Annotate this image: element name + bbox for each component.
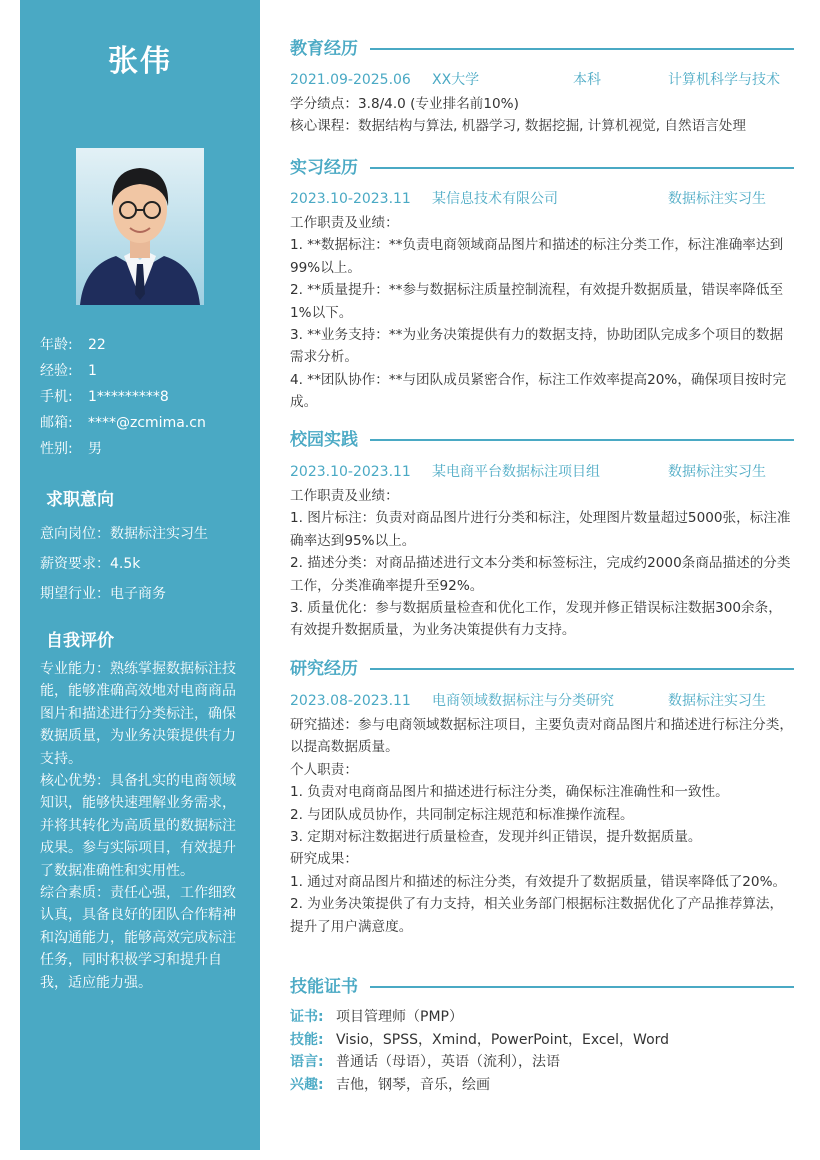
intent-position: 意向岗位：数据标注实习生 (40, 526, 208, 542)
internship-line: 4. **团队协作：**与团队成员紧密合作，标注工作效率提高20%，确保项目按时完成。 (290, 371, 787, 411)
education-header (290, 37, 794, 61)
internship-line: 工作职责及业绩： (290, 215, 399, 231)
campus-header (290, 428, 794, 452)
section-divider (370, 986, 794, 988)
campus-line: 2. 描述分类：对商品描述进行文本分类和标签标注，完成约2000条商品描述的分类工作，分类准确率提升至92%。 (290, 555, 791, 594)
skills-title: 技能证书 (290, 977, 358, 997)
campus-title: 校园实践 (290, 430, 358, 450)
education-line: 核心课程：数据结构与算法, 机器学习, 数据挖掘, 计算机视觉, 自然语言处理 (290, 118, 746, 135)
research-line: 1. 负责对电商商品图片和描述进行标注分类，确保标注准确性和一致性。 (290, 784, 729, 801)
research-line: 2. 为业务决策提供了有力支持，相关业务部门根据标注数据优化了产品推荐算法，提升了用户满意度。 (290, 896, 784, 935)
section-divider (370, 48, 794, 50)
research-org: 电商领域数据标注与分类研究 (432, 693, 614, 709)
intent-industry: 期望行业：电子商务 (40, 586, 166, 602)
education-major: 计算机科学与技术 (668, 72, 780, 88)
education-period: 2021.09-2025.06 (290, 72, 411, 88)
skills-header (290, 975, 794, 999)
internship-title: 实习经历 (290, 158, 358, 178)
education-meta (290, 70, 794, 90)
section-divider (370, 668, 794, 670)
education-title: 教育经历 (290, 39, 358, 59)
campus-line: 工作职责及业绩： (290, 488, 399, 504)
research-header (290, 657, 794, 681)
section-divider (370, 167, 794, 169)
campus-details (290, 485, 794, 642)
skill-row-interests: 兴趣: 吉他，钢琴，音乐，绘画 (290, 1076, 490, 1093)
internship-meta (290, 189, 794, 209)
campus-meta (290, 462, 794, 482)
eval-paragraph: 核心优势：具备扎实的电商领域知识，能够快速理解业务需求，并将其转化为高质量的数据标注成果。参与实际项目，有效提升了数据准确性和实用性。 (40, 773, 236, 879)
research-line: 3. 定期对标注数据进行质量检查，发现并纠正错误，提升数据质量。 (290, 829, 702, 846)
eval-paragraph: 专业能力：熟练掌握数据标注技能，能够准确高效地对电商商品图片和描述进行分类标注，确保数据质量，为业务决策提供有力支持。 (40, 661, 236, 767)
job-intent (40, 522, 250, 612)
education-school: XX大学 (432, 72, 480, 88)
info-row-phone: 手机: 1*********8 (40, 389, 169, 405)
profile-photo (76, 148, 204, 305)
intent-salary: 薪资要求：4.5k (40, 556, 141, 572)
campus-line: 3. 质量优化：参与数据质量检查和优化工作，发现并修正错误标注数据300余条，有效提升数据质量，为业务决策提供有力支持。 (290, 600, 782, 639)
research-meta (290, 691, 794, 711)
education-degree: 本科 (573, 72, 601, 88)
internship-role: 数据标注实习生 (668, 191, 766, 207)
sidebar (20, 0, 260, 1150)
candidate-name: 张伟 (108, 44, 172, 79)
skill-row-certificate: 证书: 项目管理师（PMP） (290, 1009, 463, 1025)
info-row-experience: 经验: 1 (40, 363, 97, 379)
campus-line: 1. 图片标注：负责对商品图片进行分类和标注，处理图片数量超过5000张，标注准确率达到95%以上。 (290, 510, 791, 549)
internship-line: 3. **业务支持：**为业务决策提供有力的数据支持，协助团队完成多个项目的数据需求分析。 (290, 327, 784, 366)
research-line: 研究成果： (290, 851, 358, 868)
info-row-age: 年龄: 22 (40, 337, 106, 353)
research-period: 2023.08-2023.11 (290, 693, 411, 709)
research-line: 研究描述：参与电商领域数据标注项目，主要负责对商品图片和描述进行标注分类，以提高数据质量。 (290, 717, 793, 756)
skill-row-language: 语言: 普通话（母语），英语（流利），法语 (290, 1054, 560, 1070)
research-role: 数据标注实习生 (668, 693, 766, 709)
internship-line: 1. **数据标注：**负责电商领域商品图片和描述的标注分类工作，标注准确率达到99%以上。 (290, 237, 784, 276)
skill-row-tools: 技能: Visio，SPSS，Xmind，PowerPoint，Excel，Word (290, 1031, 670, 1048)
research-line: 1. 通过对商品图片和描述的标注分类，有效提升了数据质量，错误率降低了20%。 (290, 873, 787, 890)
intent-title: 求职意向 (46, 490, 114, 510)
self-evaluation (40, 658, 246, 994)
campus-period: 2023.10-2023.11 (290, 464, 411, 480)
info-row-email: 邮箱: ****@zcmima.cn (40, 415, 206, 431)
education-line: 学分绩点：3.8/4.0 (专业排名前10%) (290, 96, 519, 112)
eval-paragraph: 综合素质：责任心强，工作细致认真，具备良好的团队合作精神和沟通能力，能够高效完成标注任务，同时积极学习和提升自我，适应能力强。 (40, 885, 236, 991)
research-line: 2. 与团队成员协作，共同制定标注规范和标准操作流程。 (290, 806, 634, 823)
info-row-gender: 性别: 男 (40, 441, 102, 457)
campus-role: 数据标注实习生 (668, 464, 766, 480)
basic-info (40, 334, 250, 464)
self-eval-title: 自我评价 (46, 631, 114, 651)
research-title: 研究经历 (290, 659, 358, 679)
campus-org: 某电商平台数据标注项目组 (432, 464, 600, 480)
internship-period: 2023.10-2023.11 (290, 191, 411, 207)
research-details (290, 714, 794, 938)
internship-line: 2. **质量提升：**参与数据标注质量控制流程，有效提升数据质量，错误率降低至1%以下。 (290, 282, 784, 321)
section-divider (370, 439, 794, 441)
internship-header (290, 156, 794, 180)
internship-details (290, 212, 794, 414)
research-line: 个人职责： (290, 761, 358, 778)
skills-list (290, 1006, 794, 1096)
education-details (290, 93, 794, 138)
internship-org: 某信息技术有限公司 (432, 191, 558, 207)
